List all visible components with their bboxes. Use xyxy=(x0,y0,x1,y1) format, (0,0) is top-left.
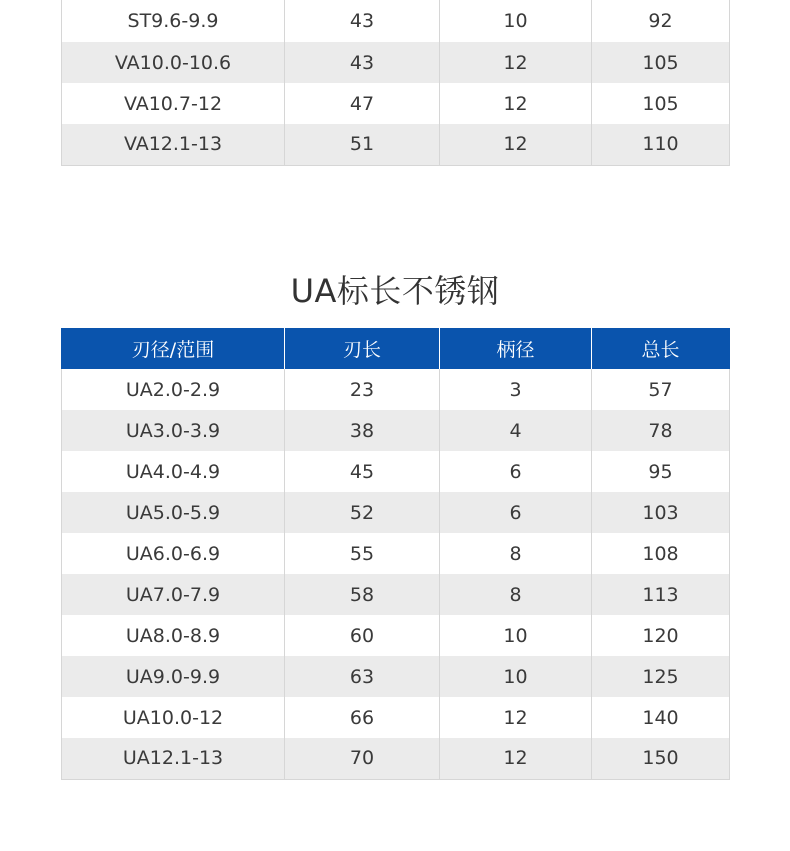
cell-range: UA10.0-12 xyxy=(62,697,285,738)
header-blade-length: 刃长 xyxy=(285,328,440,369)
table-row xyxy=(62,369,730,410)
cell-blade-length: 55 xyxy=(285,533,440,574)
cell-total-length: 110 xyxy=(592,124,730,165)
cell-total-length: 120 xyxy=(592,615,730,656)
table-row xyxy=(62,492,730,533)
cell-range: UA6.0-6.9 xyxy=(62,533,285,574)
table-row xyxy=(62,615,730,656)
header-shank-diameter: 柄径 xyxy=(440,328,592,369)
cell-shank-diameter: 12 xyxy=(440,124,592,165)
table-header-row xyxy=(62,328,730,369)
cell-shank-diameter: 10 xyxy=(440,0,592,42)
cell-range: VA12.1-13 xyxy=(62,124,285,165)
cell-range: UA2.0-2.9 xyxy=(62,369,285,410)
cell-total-length: 92 xyxy=(592,0,730,42)
cell-shank-diameter: 8 xyxy=(440,533,592,574)
cell-blade-length: 58 xyxy=(285,574,440,615)
cell-range: VA10.0-10.6 xyxy=(62,42,285,83)
table-row xyxy=(62,738,730,779)
cell-total-length: 113 xyxy=(592,574,730,615)
table-row xyxy=(62,697,730,738)
cell-shank-diameter: 12 xyxy=(440,697,592,738)
cell-shank-diameter: 12 xyxy=(440,738,592,779)
cell-shank-diameter: 3 xyxy=(440,369,592,410)
cell-range: UA7.0-7.9 xyxy=(62,574,285,615)
cell-range: UA12.1-13 xyxy=(62,738,285,779)
table-row xyxy=(62,574,730,615)
table-row xyxy=(62,451,730,492)
cell-range: UA8.0-8.9 xyxy=(62,615,285,656)
cell-blade-length: 23 xyxy=(285,369,440,410)
cell-blade-length: 38 xyxy=(285,410,440,451)
cell-blade-length: 45 xyxy=(285,451,440,492)
cell-blade-length: 66 xyxy=(285,697,440,738)
cell-total-length: 150 xyxy=(592,738,730,779)
cell-total-length: 105 xyxy=(592,83,730,124)
section-title: UA标长不锈钢 xyxy=(290,272,500,310)
st-spec-table xyxy=(61,0,730,166)
cell-shank-diameter: 8 xyxy=(440,574,592,615)
cell-total-length: 105 xyxy=(592,42,730,83)
cell-total-length: 125 xyxy=(592,656,730,697)
cell-blade-length: 51 xyxy=(285,124,440,165)
table-row xyxy=(62,410,730,451)
cell-total-length: 140 xyxy=(592,697,730,738)
cell-range: UA3.0-3.9 xyxy=(62,410,285,451)
cell-range: UA5.0-5.9 xyxy=(62,492,285,533)
ua-spec-table xyxy=(61,328,730,780)
cell-blade-length: 47 xyxy=(285,83,440,124)
cell-blade-length: 63 xyxy=(285,656,440,697)
cell-blade-length: 52 xyxy=(285,492,440,533)
table-row xyxy=(62,83,730,124)
cell-shank-diameter: 12 xyxy=(440,83,592,124)
table-row xyxy=(62,0,730,42)
cell-shank-diameter: 10 xyxy=(440,656,592,697)
cell-blade-length: 43 xyxy=(285,0,440,42)
table-row xyxy=(62,124,730,165)
cell-total-length: 95 xyxy=(592,451,730,492)
header-range: 刃径/范围 xyxy=(62,328,285,369)
cell-range: UA9.0-9.9 xyxy=(62,656,285,697)
table-row xyxy=(62,42,730,83)
cell-total-length: 103 xyxy=(592,492,730,533)
cell-range: UA4.0-4.9 xyxy=(62,451,285,492)
cell-total-length: 78 xyxy=(592,410,730,451)
cell-blade-length: 60 xyxy=(285,615,440,656)
cell-shank-diameter: 6 xyxy=(440,492,592,533)
cell-range: VA10.7-12 xyxy=(62,83,285,124)
cell-shank-diameter: 4 xyxy=(440,410,592,451)
cell-range: ST9.6-9.9 xyxy=(62,0,285,42)
cell-shank-diameter: 10 xyxy=(440,615,592,656)
cell-total-length: 57 xyxy=(592,369,730,410)
cell-blade-length: 43 xyxy=(285,42,440,83)
cell-total-length: 108 xyxy=(592,533,730,574)
cell-shank-diameter: 12 xyxy=(440,42,592,83)
cell-blade-length: 70 xyxy=(285,738,440,779)
table-row xyxy=(62,533,730,574)
cell-shank-diameter: 6 xyxy=(440,451,592,492)
header-total-length: 总长 xyxy=(592,328,730,369)
table-row xyxy=(62,656,730,697)
